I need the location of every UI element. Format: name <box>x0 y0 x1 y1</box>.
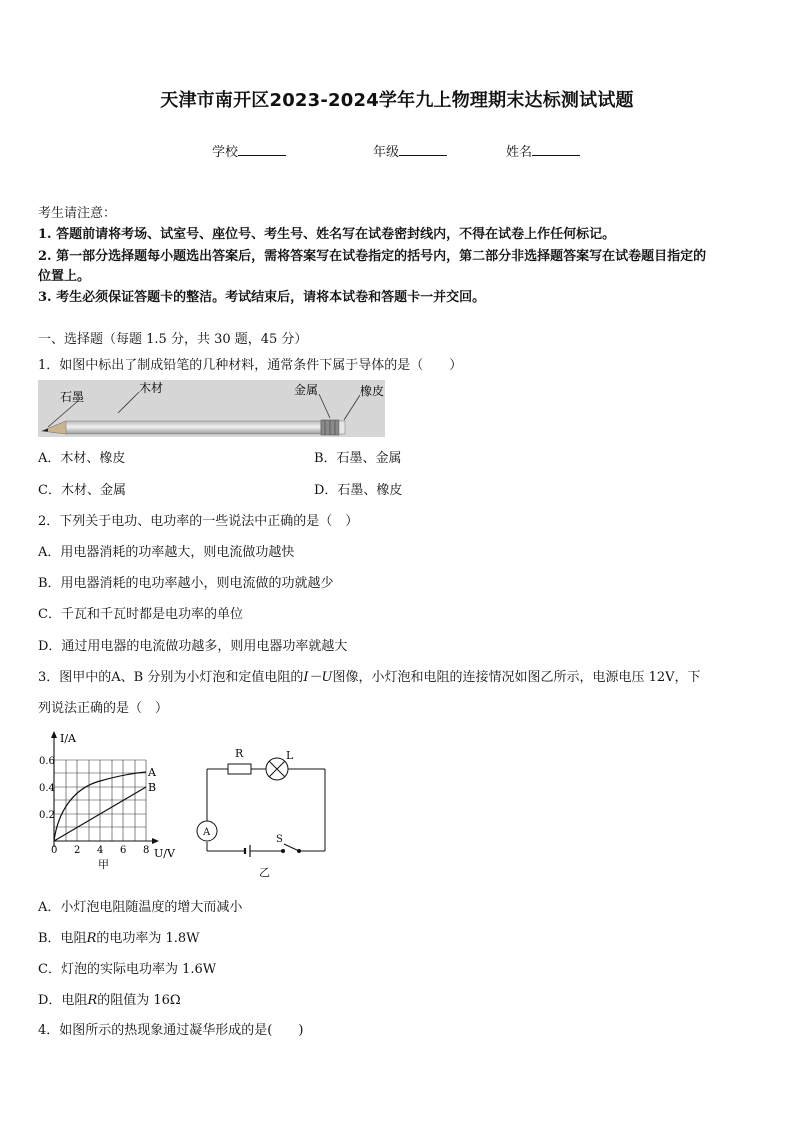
name-label: 姓名 <box>506 145 533 160</box>
grade-blank <box>399 143 447 156</box>
q2-option-a: A．用电器消耗的功率越大，则电流做功越快 <box>38 545 295 560</box>
school-field <box>212 141 286 160</box>
curve-a-label: A <box>148 766 156 779</box>
pencil-figure <box>38 380 385 437</box>
name-field <box>506 141 580 160</box>
name-blank <box>532 143 580 156</box>
y-tick-0-4: 0.4 <box>39 783 55 794</box>
switch-symbol <box>284 844 299 851</box>
page-title: 天津市南开区2023-2024学年九上物理期末达标测试试题 <box>160 90 634 111</box>
q3-option-c: C．灯泡的实际电功率为 1.6W <box>38 962 217 977</box>
y-tick-0-6: 0.6 <box>39 756 55 767</box>
q1-option-d: D．石墨、橡皮 <box>314 483 403 498</box>
x-tick-8: 8 <box>143 845 150 856</box>
notice-item-1: 1. 答题前请将考场、试室号、座位号、考生号、姓名写在试卷密封线内，不得在试卷上作任何标记。 <box>38 227 616 242</box>
q1-option-b: B．石墨、金属 <box>314 451 402 466</box>
x-tick-4: 4 <box>97 845 104 856</box>
resistor-symbol <box>228 764 251 774</box>
question-3-stem-line2: 列说法正确的是（ ） <box>38 701 169 716</box>
question-2-stem: 2．下列关于电功、电功率的一些说法中正确的是（ ） <box>38 514 359 529</box>
notice-heading: 考生请注意： <box>38 206 117 221</box>
circuit-caption: 乙 <box>259 866 270 879</box>
x-tick-6: 6 <box>120 845 127 856</box>
q3-option-b-var: R <box>86 931 97 946</box>
q3-option-d-var: R <box>87 993 98 1008</box>
school-label: 学校 <box>212 145 239 160</box>
y-axis-arrow <box>51 731 57 738</box>
q3-stem-part-b: 图像，小灯泡和电阻的连接情况如图乙所示，电源电压 12V，下 <box>332 670 701 685</box>
q3-stem-part-a: 3．图甲中的A、B 分别为小灯泡和定值电阻的 <box>38 670 304 685</box>
resistor-label: R <box>235 747 244 760</box>
q2-option-c: C．千瓦和千瓦时都是电功率的单位 <box>38 607 243 622</box>
q3-figure <box>38 726 338 890</box>
y-axis-label: I/A <box>60 732 76 745</box>
ammeter-label: A <box>203 827 211 838</box>
question-4-stem: 4．如图所示的热现象通过凝华形成的是( ) <box>38 1023 304 1038</box>
q3-option-d-suffix: 的阻值为 16Ω <box>97 993 181 1008</box>
notice-item-2-cont: 位置上。 <box>38 269 91 284</box>
x-axis-label: U/V <box>154 847 175 860</box>
x-axis-arrow <box>152 838 159 844</box>
lamp-label: L <box>286 749 294 762</box>
question-1-stem: 1．如图中标出了制成铅笔的几种材料，通常条件下属于导体的是（ ） <box>38 358 463 373</box>
q2-option-d: D．通过用电器的电流做功越多，则用电器功率就越大 <box>38 639 348 654</box>
iu-graph <box>39 731 176 871</box>
q1-option-c: C．木材、金属 <box>38 483 126 498</box>
q3-option-b-suffix: 的电功率为 1.8W <box>96 931 200 946</box>
circuit-diagram <box>197 758 325 857</box>
x-tick-2: 2 <box>74 845 81 856</box>
q3-option-d <box>38 989 181 1008</box>
grade-field <box>373 141 447 160</box>
q3-figures-svg <box>38 726 338 886</box>
switch-label: S <box>276 834 283 845</box>
q1-option-a: A．木材、橡皮 <box>38 451 126 466</box>
y-tick-0-2: 0.2 <box>39 810 55 821</box>
curve-b-label: B <box>148 781 157 794</box>
school-blank <box>238 143 286 156</box>
section-heading: 一、选择题（每题 1.5 分，共 30 题，45 分） <box>38 332 308 347</box>
grade-label: 年级 <box>373 145 400 160</box>
q2-option-b: B．用电器消耗的电功率越小，则电流做的功就越少 <box>38 576 334 591</box>
graph-caption: 甲 <box>98 858 109 871</box>
q3-option-b-prefix: B．电阻 <box>38 931 87 946</box>
notice-item-3: 3. 考生必须保证答题卡的整洁。考试结束后，请将本试卷和答题卡一并交回。 <box>38 290 486 305</box>
question-3-stem-line1 <box>38 666 701 685</box>
q3-option-b <box>38 927 200 946</box>
wood-label: 木材 <box>139 381 164 395</box>
q3-option-a: A．小灯泡电阻随温度的增大而减小 <box>38 900 243 915</box>
q3-option-d-prefix: D．电阻 <box>38 993 88 1008</box>
notice-item-2: 2. 第一部分选择题每小题选出答案后，需将答案写在试卷指定的括号内，第二部分非选择题答案写在试卷题目指定的 <box>38 249 707 264</box>
pencil-illustration <box>38 380 385 437</box>
graphite-label: 石墨 <box>60 390 85 404</box>
x-tick-0: 0 <box>51 845 58 856</box>
q3-stem-variable: I－U <box>303 670 333 685</box>
rubber-label: 橡皮 <box>360 384 385 398</box>
metal-label: 金属 <box>294 383 319 397</box>
